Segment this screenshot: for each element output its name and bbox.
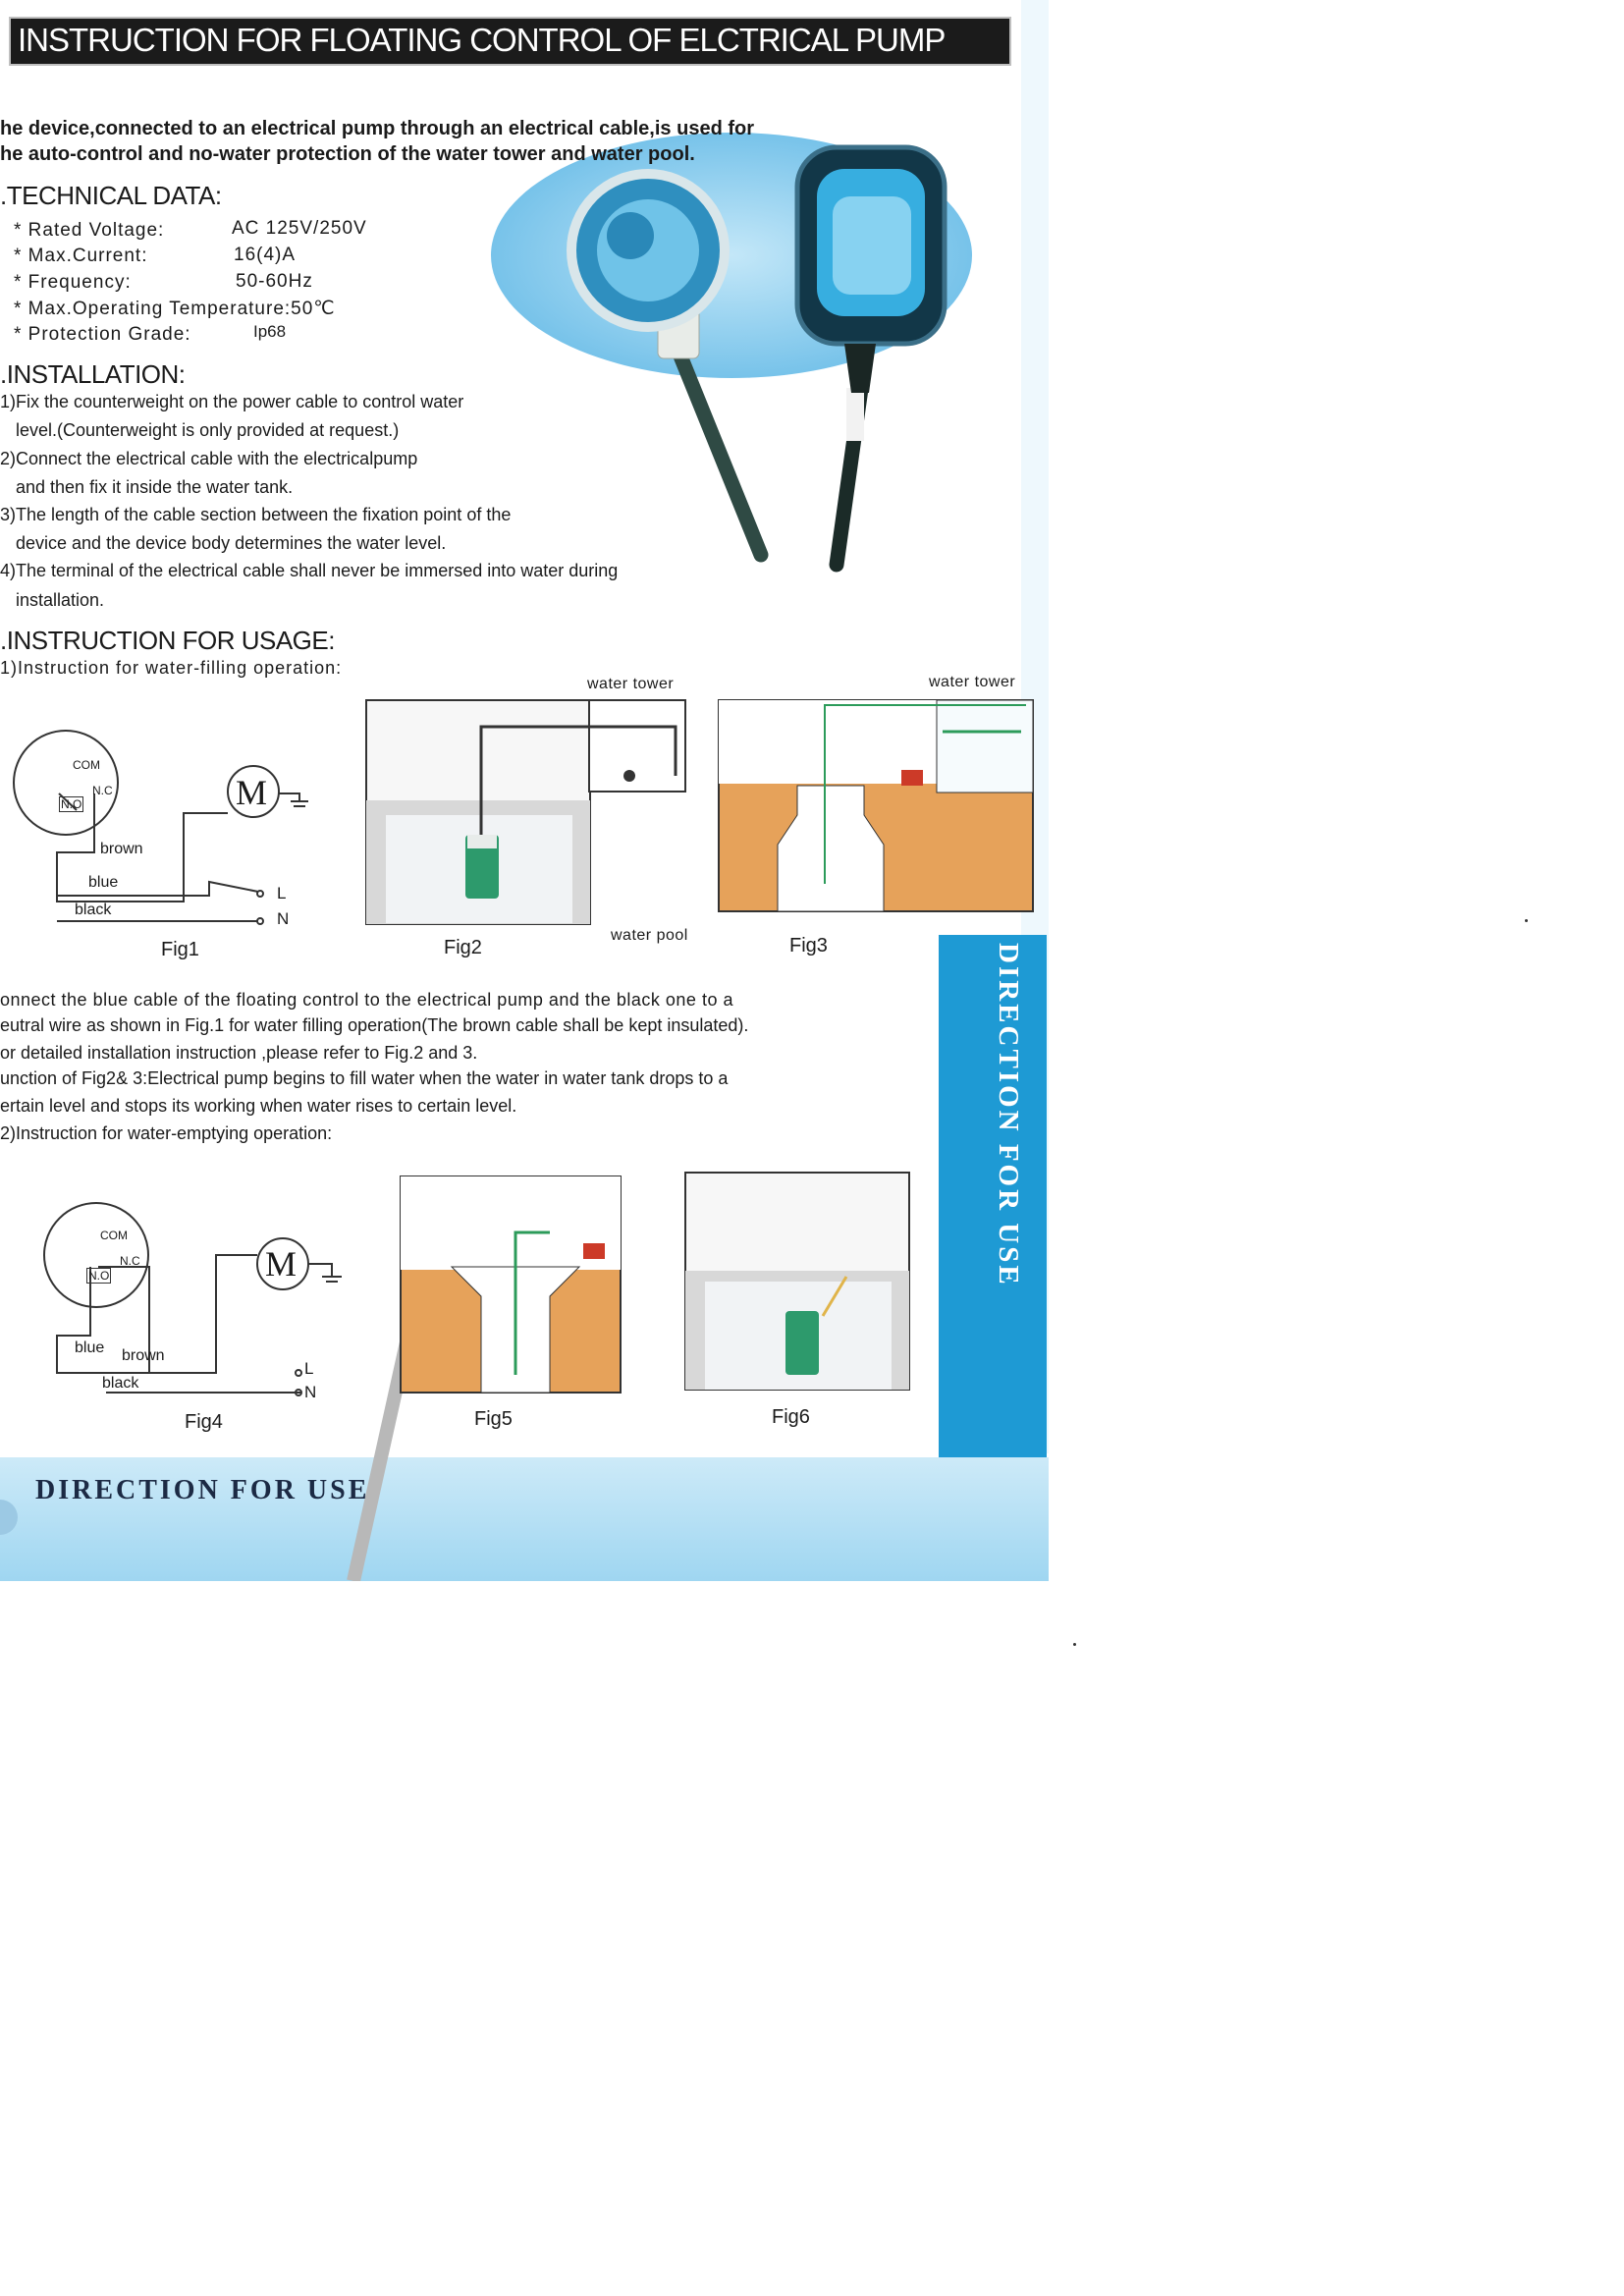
product-illustration xyxy=(491,133,972,565)
filling-text-line: ertain level and stops its working when water rises to certain level. xyxy=(0,1096,517,1116)
scan-speck xyxy=(1073,1643,1076,1646)
filling-text-line: unction of Fig2& 3:Electrical pump begins to fill water when the water in water tank drops to a xyxy=(0,1068,729,1088)
installation-line: and then fix it inside the water tank. xyxy=(16,477,294,497)
installation-line: 3)The length of the cable section between the fixation point of the xyxy=(0,505,512,524)
n-terminal-label: N xyxy=(304,1383,317,1401)
no-label: N.O xyxy=(88,1269,110,1283)
nc-label: N.C xyxy=(120,1254,140,1268)
brown-wire-label: brown xyxy=(122,1347,165,1364)
fig3-illustration xyxy=(719,700,1033,911)
n-terminal-label: N xyxy=(277,909,290,928)
blue-wire-label: blue xyxy=(88,874,119,891)
fig5-illustration xyxy=(401,1176,621,1393)
usage-heading: .INSTRUCTION FOR USAGE: xyxy=(0,626,335,655)
com-label: COM xyxy=(100,1229,128,1242)
footer-title: DIRECTION FOR USE xyxy=(35,1475,370,1505)
technical-heading: .TECHNICAL DATA: xyxy=(0,181,222,210)
fig2-caption: Fig2 xyxy=(444,937,482,958)
fig1-wiring-diagram xyxy=(14,731,308,924)
fig4-caption: Fig4 xyxy=(185,1411,223,1433)
fig3-caption: Fig3 xyxy=(789,935,828,957)
nc-label: N.C xyxy=(92,784,113,797)
black-wire-label: black xyxy=(75,902,112,918)
fig6-illustration xyxy=(685,1173,909,1390)
filling-text-line: onnect the blue cable of the floating control to the electrical pump and the black one to a xyxy=(0,990,733,1010)
emptying-title: 2)Instruction for water-emptying operation: xyxy=(0,1123,333,1143)
spec-label: * Protection Grade: xyxy=(14,324,191,345)
motor-label: M xyxy=(236,773,268,812)
water-tower-label: water tower xyxy=(929,674,1016,690)
intro-line-1: he device,connected to an electrical pump through an electrical cable,is used for xyxy=(0,118,754,139)
intro-line-2: he auto-control and no-water protection of the water tower and water pool. xyxy=(0,143,695,165)
motor-label: M xyxy=(265,1244,298,1284)
fig1-caption: Fig1 xyxy=(161,939,199,960)
installation-line: 4)The terminal of the electrical cable shall never be immersed into water during xyxy=(0,561,619,580)
installation-line: device and the device body determines the water level. xyxy=(16,533,447,553)
filling-title: 1)Instruction for water-filling operation: xyxy=(0,658,343,678)
scan-speck xyxy=(1525,919,1528,922)
installation-heading: .INSTALLATION: xyxy=(0,359,186,389)
fig6-caption: Fig6 xyxy=(772,1406,810,1428)
spec-value: 50-60Hz xyxy=(236,271,313,292)
spec-value: 16(4)A xyxy=(234,245,297,265)
l-terminal-label: L xyxy=(277,884,287,902)
filling-text-line: eutral wire as shown in Fig.1 for water filling operation(The brown cable shall be kept insulated). xyxy=(0,1015,749,1035)
brown-wire-label: brown xyxy=(100,841,143,857)
installation-line: 1)Fix the counterweight on the power cable to control water xyxy=(0,392,464,411)
spec-label: * Max.Current: xyxy=(14,246,148,266)
fig4-wiring-diagram xyxy=(44,1203,342,1395)
spec-label: * Frequency: xyxy=(14,272,132,293)
spec-label: * Max.Operating Temperature:50℃ xyxy=(14,299,336,319)
filling-text-line: or detailed installation instruction ,please refer to Fig.2 and 3. xyxy=(0,1043,478,1063)
fig5-caption: Fig5 xyxy=(474,1408,513,1430)
page-title: INSTRUCTION FOR FLOATING CONTROL OF ELCTRICAL PUMP xyxy=(18,22,946,58)
blue-wire-label: blue xyxy=(75,1339,105,1356)
instruction-sheet xyxy=(0,0,1049,1581)
com-label: COM xyxy=(73,758,100,772)
water-pool-label: water pool xyxy=(611,927,688,944)
water-tower-label: water tower xyxy=(587,676,675,692)
no-label: N.O xyxy=(61,797,82,811)
installation-line: installation. xyxy=(16,590,105,610)
side-banner-text: DIRECTION FOR USE xyxy=(993,943,1024,1287)
black-wire-label: black xyxy=(102,1375,139,1392)
fig2-illustration xyxy=(366,700,685,924)
spec-value: AC 125V/250V xyxy=(232,218,367,239)
installation-line: 2)Connect the electrical cable with the electricalpump xyxy=(0,449,418,468)
installation-line: level.(Counterweight is only provided at request.) xyxy=(16,420,400,440)
spec-label: * Rated Voltage: xyxy=(14,220,165,241)
spec-value: Ip68 xyxy=(253,322,287,341)
l-terminal-label: L xyxy=(304,1359,314,1378)
